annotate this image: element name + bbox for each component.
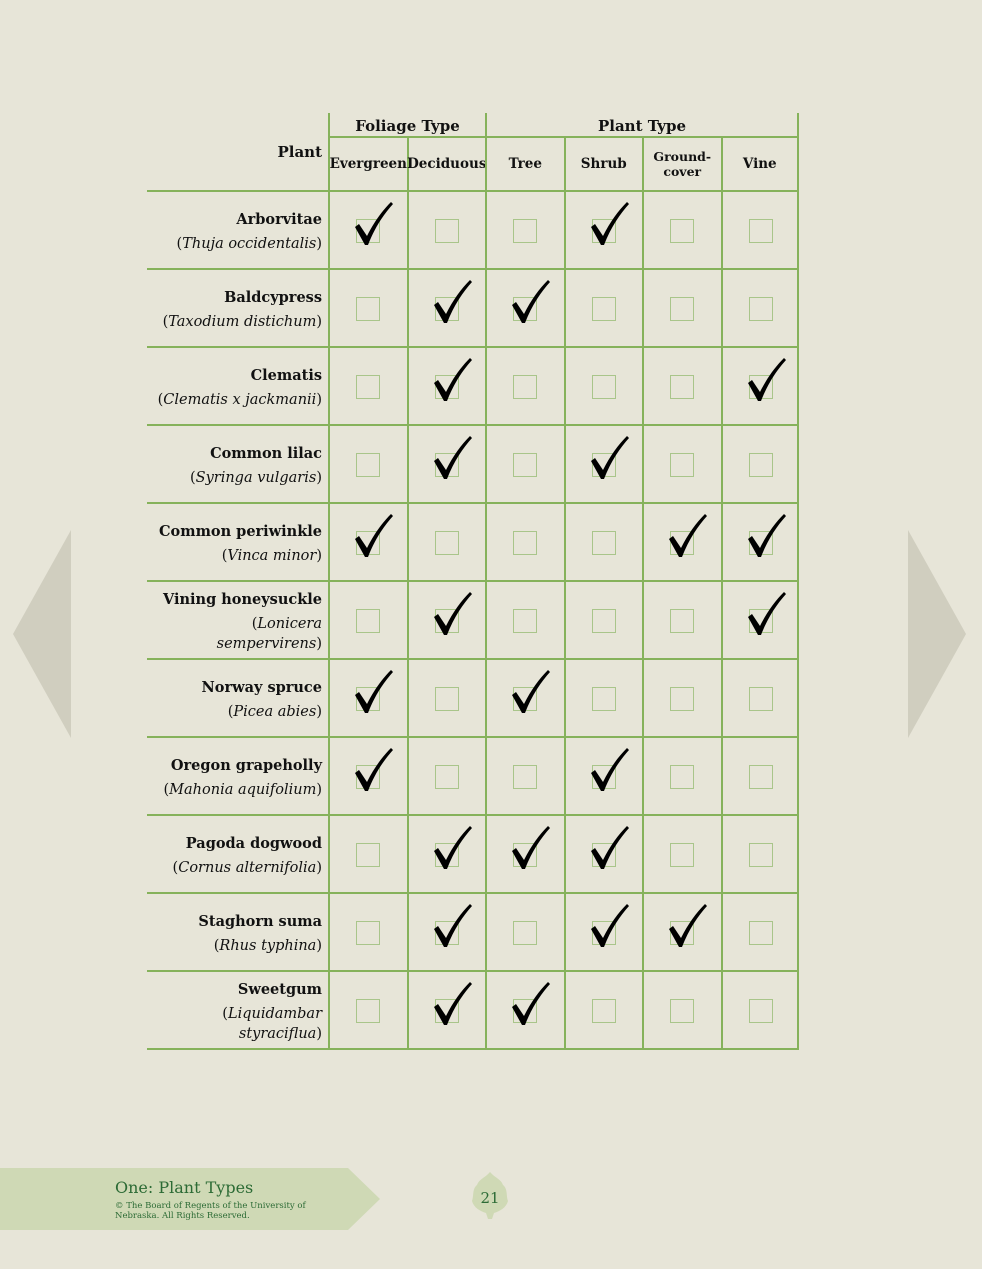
checkbox-cell [721, 660, 800, 738]
plant-common-name: Vining honeysuckle [162, 591, 322, 608]
checkbox-cell [564, 192, 643, 270]
paren-close: ) [316, 636, 322, 652]
checkbox-cell [407, 894, 486, 972]
checkbox-unchecked[interactable] [356, 999, 380, 1023]
checkbox-unchecked[interactable] [435, 219, 459, 243]
checkmark-icon [589, 202, 629, 246]
checkbox-unchecked[interactable] [592, 297, 616, 321]
checkmark-icon [432, 358, 472, 402]
plant-scientific-name [158, 390, 322, 410]
checkbox-unchecked[interactable] [356, 609, 380, 633]
checkbox-unchecked[interactable] [670, 297, 694, 321]
plant-type-table [147, 113, 799, 1050]
checkbox-cell [564, 270, 643, 348]
column-header-deciduous [407, 138, 486, 192]
chapter-title: One: Plant Types [115, 1178, 254, 1197]
checkbox-unchecked[interactable] [513, 219, 537, 243]
checkbox-unchecked[interactable] [670, 687, 694, 711]
checkbox-unchecked[interactable] [513, 921, 537, 945]
checkbox-cell [485, 348, 564, 426]
checkbox-unchecked[interactable] [670, 843, 694, 867]
checkbox-unchecked[interactable] [670, 375, 694, 399]
checkbox-cell [407, 192, 486, 270]
checkbox-cell [564, 582, 643, 660]
checkbox-cell [485, 972, 564, 1050]
paren-close: ) [316, 236, 322, 252]
plant-common-name: Staghorn suma [198, 913, 322, 930]
checkbox-cell [328, 894, 407, 972]
plant-scientific-name [173, 858, 322, 878]
checkbox-cell [485, 270, 564, 348]
paren-close: ) [316, 1026, 322, 1042]
checkbox-unchecked[interactable] [749, 921, 773, 945]
checkbox-cell [642, 660, 721, 738]
column-header-label: Shrub [580, 155, 627, 172]
paren-close: ) [316, 314, 322, 330]
checkmark-icon [667, 904, 707, 948]
checkmark-icon [746, 592, 786, 636]
plant-row-label [147, 972, 328, 1050]
plant-type-group-header [485, 113, 799, 138]
checkmark-icon [589, 748, 629, 792]
checkbox-cell [721, 816, 800, 894]
plant-row-label [147, 660, 328, 738]
checkbox-unchecked[interactable] [356, 297, 380, 321]
checkbox-cell [721, 582, 800, 660]
checkbox-cell [642, 738, 721, 816]
checkbox-cell [485, 894, 564, 972]
checkbox-cell [564, 660, 643, 738]
checkmark-icon [353, 202, 393, 246]
paren-open: ( [176, 236, 183, 252]
plant-row-label [147, 192, 328, 270]
paren-close: ) [316, 470, 322, 486]
checkbox-unchecked[interactable] [670, 609, 694, 633]
checkmark-icon [746, 358, 786, 402]
checkmark-icon [353, 514, 393, 558]
plant-row-label [147, 738, 328, 816]
checkbox-unchecked[interactable] [670, 999, 694, 1023]
checkbox-cell [564, 738, 643, 816]
column-header-label: Vine [742, 155, 777, 172]
paren-close: ) [316, 548, 322, 564]
plant-scientific-name-text: Clematis x jackmanii [163, 392, 317, 408]
checkbox-cell [407, 816, 486, 894]
plant-scientific-name [164, 780, 323, 800]
column-header-label: Evergreen [329, 155, 407, 172]
previous-page-arrow-icon[interactable] [13, 530, 71, 738]
checkbox-cell [485, 738, 564, 816]
plant-row-label [147, 348, 328, 426]
page-number: 21 [480, 1189, 500, 1207]
checkmark-icon [589, 904, 629, 948]
foliage-type-group-header [328, 113, 485, 138]
checkbox-unchecked[interactable] [513, 531, 537, 555]
plant-row-label [147, 816, 328, 894]
column-header-label: Deciduous [407, 155, 487, 172]
checkbox-cell [642, 504, 721, 582]
checkbox-cell [407, 270, 486, 348]
checkbox-unchecked[interactable] [592, 531, 616, 555]
plant-scientific-name-text: Syringa vulgaris [195, 470, 317, 486]
checkmark-icon [667, 514, 707, 558]
plant-common-name: Common periwinkle [159, 523, 322, 540]
column-header-shrub [564, 138, 643, 192]
checkbox-cell [721, 972, 800, 1050]
checkbox-cell [407, 426, 486, 504]
plant-row-label [147, 270, 328, 348]
checkbox-cell [328, 192, 407, 270]
checkbox-cell [642, 972, 721, 1050]
paren-close: ) [316, 704, 322, 720]
plant-scientific-name [214, 936, 322, 956]
checkmark-icon [432, 280, 472, 324]
checkbox-cell [407, 348, 486, 426]
plant-header-label: Plant [277, 143, 322, 161]
checkmark-icon [746, 514, 786, 558]
checkbox-unchecked[interactable] [356, 921, 380, 945]
checkmark-icon [589, 826, 629, 870]
checkbox-cell [642, 270, 721, 348]
plant-scientific-name [147, 1004, 322, 1044]
checkbox-cell [328, 972, 407, 1050]
plant-scientific-name-text: Cornus alternifolia [178, 860, 317, 876]
checkbox-cell [642, 426, 721, 504]
plant-scientific-name [163, 312, 322, 332]
checkbox-cell [485, 426, 564, 504]
checkbox-unchecked[interactable] [592, 687, 616, 711]
checkbox-cell [642, 192, 721, 270]
column-header-evergreen [328, 138, 407, 192]
plant-scientific-name [177, 234, 322, 254]
checkbox-cell [721, 270, 800, 348]
plant-common-name: Sweetgum [237, 981, 322, 998]
column-header-tree [485, 138, 564, 192]
paren-open: ( [172, 860, 179, 876]
checkbox-cell [485, 504, 564, 582]
checkbox-cell [721, 426, 800, 504]
checkbox-unchecked[interactable] [749, 687, 773, 711]
checkbox-cell [407, 972, 486, 1050]
checkmark-icon [432, 436, 472, 480]
checkbox-cell [328, 816, 407, 894]
plant-common-name: Baldcypress [224, 289, 322, 306]
checkbox-unchecked[interactable] [670, 453, 694, 477]
plant-scientific-name-text: Thuja occidentalis [182, 236, 317, 252]
checkbox-cell [328, 426, 407, 504]
checkbox-cell [407, 504, 486, 582]
checkbox-cell [328, 582, 407, 660]
checkbox-cell [721, 894, 800, 972]
checkbox-unchecked[interactable] [749, 219, 773, 243]
checkbox-cell [564, 348, 643, 426]
plant-common-name: Common lilac [210, 445, 322, 462]
checkmark-icon [432, 826, 472, 870]
paren-open: ( [227, 704, 234, 720]
checkbox-unchecked[interactable] [513, 765, 537, 789]
checkbox-unchecked[interactable] [670, 765, 694, 789]
plant-scientific-name [190, 468, 322, 488]
column-header-ground-cover [642, 138, 721, 192]
checkbox-cell [328, 348, 407, 426]
plant-row-label [147, 894, 328, 972]
copyright-notice: © The Board of Regents of the University of Nebraska. All Rights Reserved. [115, 1201, 306, 1221]
paren-close: ) [316, 860, 322, 876]
plant-common-name: Norway spruce [201, 679, 322, 696]
paren-open: ( [221, 548, 228, 564]
paren-close: ) [316, 938, 322, 954]
checkbox-cell [721, 504, 800, 582]
checkmark-icon [432, 592, 472, 636]
paren-close: ) [316, 782, 322, 798]
paren-open: ( [162, 314, 169, 330]
checkbox-cell [642, 348, 721, 426]
plant-scientific-name-text: Vinca minor [227, 548, 317, 564]
checkmark-icon [353, 748, 393, 792]
checkbox-unchecked[interactable] [356, 843, 380, 867]
plant-common-name: Clematis [250, 367, 322, 384]
checkbox-unchecked[interactable] [749, 453, 773, 477]
checkbox-unchecked[interactable] [592, 609, 616, 633]
checkbox-unchecked[interactable] [356, 453, 380, 477]
plant-scientific-name-text: Rhus typhina [219, 938, 317, 954]
plant-column-header [147, 113, 328, 192]
checkbox-unchecked[interactable] [513, 609, 537, 633]
checkbox-cell [328, 270, 407, 348]
checkmark-icon [432, 904, 472, 948]
checkbox-unchecked[interactable] [749, 297, 773, 321]
checkbox-cell [564, 504, 643, 582]
checkbox-cell [564, 816, 643, 894]
checkbox-cell [564, 972, 643, 1050]
checkmark-icon [510, 826, 550, 870]
checkbox-cell [485, 660, 564, 738]
checkbox-unchecked[interactable] [749, 999, 773, 1023]
plant-type-label: Plant Type [597, 116, 686, 135]
plant-row-label [147, 582, 328, 660]
checkbox-cell [721, 348, 800, 426]
plant-scientific-name-text: Mahonia aquifolium [169, 782, 317, 798]
plant-row-label [147, 504, 328, 582]
checkbox-cell [407, 660, 486, 738]
checkmark-icon [432, 982, 472, 1026]
plant-scientific-name-text: Picea abies [233, 704, 317, 720]
plant-scientific-name [228, 702, 322, 722]
checkbox-unchecked[interactable] [749, 765, 773, 789]
plant-row-label [147, 426, 328, 504]
checkbox-unchecked[interactable] [435, 765, 459, 789]
checkbox-cell [328, 660, 407, 738]
plant-scientific-name [222, 546, 322, 566]
checkbox-cell [642, 894, 721, 972]
checkbox-cell [485, 816, 564, 894]
checkbox-unchecked[interactable] [592, 375, 616, 399]
plant-common-name: Oregon grapeholly [170, 757, 322, 774]
column-header-vine [721, 138, 800, 192]
plant-scientific-name-text: Lonicera sempervirens [216, 616, 322, 652]
checkbox-cell [407, 582, 486, 660]
checkbox-cell [642, 816, 721, 894]
paren-close: ) [316, 392, 322, 408]
checkmark-icon [510, 280, 550, 324]
checkbox-unchecked[interactable] [513, 453, 537, 477]
checkbox-unchecked[interactable] [435, 687, 459, 711]
plant-common-name: Arborvitae [236, 211, 322, 228]
next-page-arrow-icon[interactable] [908, 530, 966, 738]
checkbox-cell [564, 894, 643, 972]
checkbox-cell [328, 738, 407, 816]
plant-scientific-name-text: Liquidambar styraciflua [227, 1006, 322, 1042]
plant-scientific-name [147, 614, 322, 654]
checkmark-icon [510, 670, 550, 714]
checkbox-unchecked[interactable] [513, 375, 537, 399]
paren-open: ( [163, 782, 170, 798]
paren-open: ( [222, 1006, 228, 1022]
paren-open: ( [157, 392, 164, 408]
checkmark-icon [510, 982, 550, 1026]
checkbox-cell [721, 192, 800, 270]
checkmark-icon [353, 670, 393, 714]
checkbox-cell [642, 582, 721, 660]
checkbox-unchecked[interactable] [435, 531, 459, 555]
checkbox-unchecked[interactable] [749, 843, 773, 867]
checkbox-unchecked[interactable] [356, 375, 380, 399]
checkbox-cell [407, 738, 486, 816]
checkbox-cell [485, 582, 564, 660]
paren-open: ( [213, 938, 220, 954]
checkmark-icon [589, 436, 629, 480]
column-header-label: Ground- cover [653, 149, 712, 179]
paren-open: ( [251, 616, 258, 632]
checkbox-unchecked[interactable] [592, 999, 616, 1023]
checkbox-cell [721, 738, 800, 816]
page-number-badge [470, 1170, 510, 1220]
paren-open: ( [189, 470, 196, 486]
checkbox-unchecked[interactable] [670, 219, 694, 243]
column-header-label: Tree [508, 155, 542, 172]
checkbox-cell [485, 192, 564, 270]
checkbox-cell [328, 504, 407, 582]
plant-scientific-name-text: Taxodium distichum [168, 314, 317, 330]
foliage-type-label: Foliage Type [355, 116, 460, 135]
plant-common-name: Pagoda dogwood [185, 835, 322, 852]
checkbox-cell [564, 426, 643, 504]
